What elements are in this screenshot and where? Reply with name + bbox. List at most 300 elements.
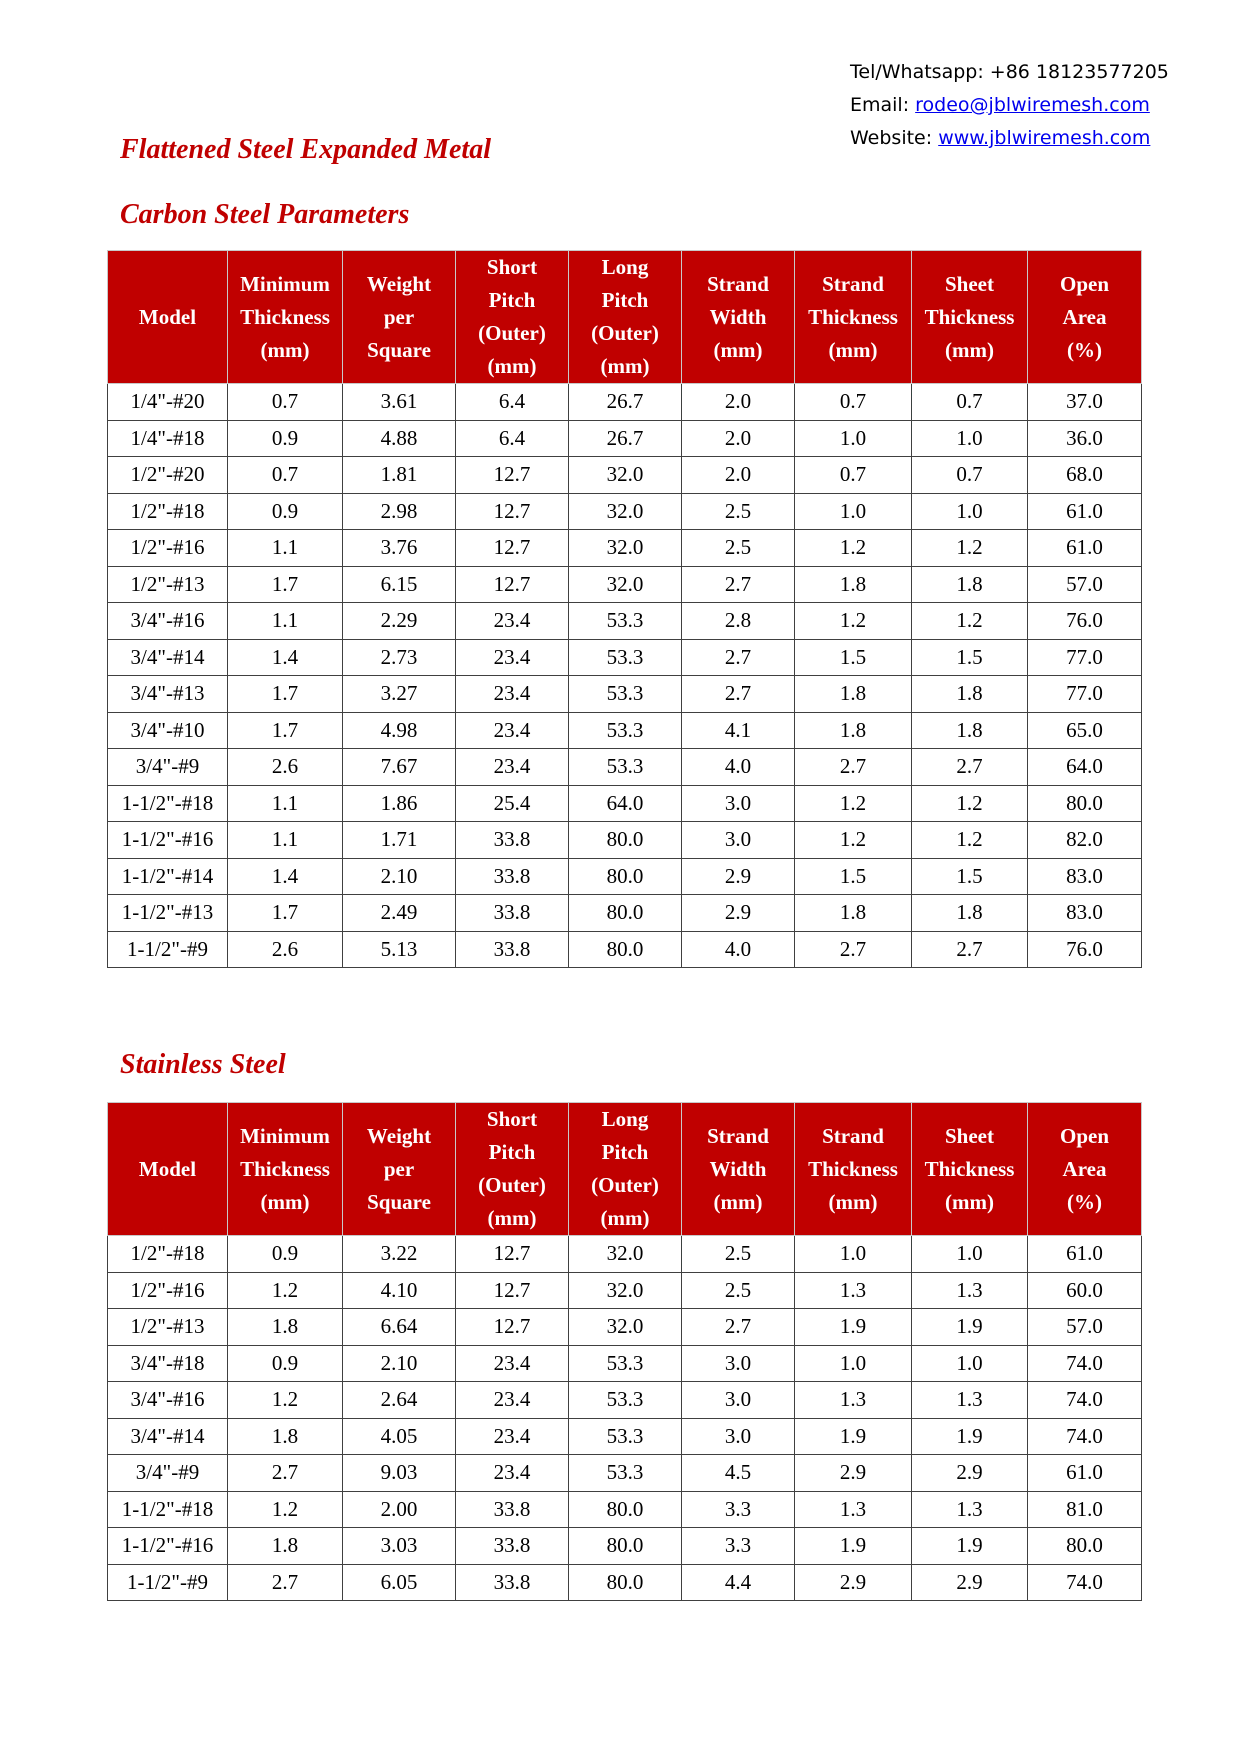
- header-text: (mm): [487, 354, 537, 378]
- cell-sheet-thickness: 1.5: [912, 639, 1028, 676]
- cell-strand-width: 2.9: [682, 858, 795, 895]
- header-short-pitch: [456, 251, 569, 384]
- table-row: [108, 384, 1142, 421]
- cell-short-pitch: 33.8: [456, 858, 569, 895]
- table-row: [108, 822, 1142, 859]
- table-row: [108, 1418, 1142, 1455]
- cell-short-pitch: 23.4: [456, 1382, 569, 1419]
- cell-strand-width: 2.0: [682, 384, 795, 421]
- cell-weight-per-square: 4.88: [343, 420, 456, 457]
- cell-strand-thickness: 2.7: [795, 749, 912, 786]
- cell-minimum-thickness: 1.1: [228, 822, 343, 859]
- cell-open-area: 76.0: [1028, 603, 1142, 640]
- cell-short-pitch: 12.7: [456, 1236, 569, 1273]
- cell-weight-per-square: 2.10: [343, 858, 456, 895]
- cell-sheet-thickness: 1.0: [912, 493, 1028, 530]
- cell-long-pitch: 80.0: [569, 858, 682, 895]
- cell-long-pitch: 26.7: [569, 384, 682, 421]
- cell-long-pitch: 53.3: [569, 676, 682, 713]
- header-text: Thickness: [808, 1156, 898, 1181]
- table-row: [108, 1455, 1142, 1492]
- cell-sheet-thickness: 1.8: [912, 895, 1028, 932]
- email-link[interactable]: rodeo@jblwiremesh.com: [915, 94, 1150, 116]
- cell-open-area: 37.0: [1028, 384, 1142, 421]
- cell-strand-width: 4.1: [682, 712, 795, 749]
- header-text: Minimum: [240, 271, 330, 296]
- header-text: Sheet: [945, 271, 994, 296]
- header-text: (Outer): [591, 321, 659, 345]
- cell-open-area: 61.0: [1028, 1455, 1142, 1492]
- cell-open-area: 83.0: [1028, 895, 1142, 932]
- cell-open-area: 57.0: [1028, 1309, 1142, 1346]
- cell-long-pitch: 53.3: [569, 1455, 682, 1492]
- header-long-pitch: [569, 251, 682, 384]
- header-text: Square: [367, 337, 431, 362]
- cell-weight-per-square: 3.03: [343, 1528, 456, 1565]
- cell-model: 3/4"-#14: [108, 639, 228, 676]
- cell-short-pitch: 23.4: [456, 1455, 569, 1492]
- cell-minimum-thickness: 1.7: [228, 895, 343, 932]
- cell-strand-thickness: 2.9: [795, 1564, 912, 1601]
- cell-minimum-thickness: 1.8: [228, 1309, 343, 1346]
- cell-weight-per-square: 3.22: [343, 1236, 456, 1273]
- cell-minimum-thickness: 0.7: [228, 384, 343, 421]
- header-text: Minimum: [240, 1123, 330, 1148]
- cell-strand-thickness: 1.2: [795, 822, 912, 859]
- header-sheet-thickness: [912, 251, 1028, 384]
- cell-sheet-thickness: 1.8: [912, 566, 1028, 603]
- cell-sheet-thickness: 1.3: [912, 1491, 1028, 1528]
- cell-minimum-thickness: 1.7: [228, 566, 343, 603]
- cell-sheet-thickness: 1.9: [912, 1418, 1028, 1455]
- cell-minimum-thickness: 1.1: [228, 603, 343, 640]
- cell-model: 3/4"-#16: [108, 1382, 228, 1419]
- cell-strand-thickness: 1.3: [795, 1382, 912, 1419]
- cell-sheet-thickness: 2.9: [912, 1455, 1028, 1492]
- cell-weight-per-square: 2.49: [343, 895, 456, 932]
- header-text: Strand: [707, 1123, 769, 1148]
- cell-strand-thickness: 0.7: [795, 457, 912, 494]
- cell-model: 1/2"-#16: [108, 1272, 228, 1309]
- cell-long-pitch: 26.7: [569, 420, 682, 457]
- cell-weight-per-square: 4.10: [343, 1272, 456, 1309]
- header-text: Pitch: [601, 288, 649, 312]
- cell-long-pitch: 32.0: [569, 1236, 682, 1273]
- header-text: Open: [1059, 1123, 1109, 1148]
- cell-short-pitch: 6.4: [456, 384, 569, 421]
- cell-model: 1/2"-#18: [108, 1236, 228, 1273]
- cell-strand-thickness: 2.9: [795, 1455, 912, 1492]
- cell-strand-width: 3.0: [682, 1418, 795, 1455]
- cell-short-pitch: 33.8: [456, 1564, 569, 1601]
- cell-model: 1/2"-#20: [108, 457, 228, 494]
- cell-long-pitch: 53.3: [569, 603, 682, 640]
- cell-sheet-thickness: 1.0: [912, 1345, 1028, 1382]
- header-text: (mm): [945, 1189, 994, 1214]
- cell-strand-width: 4.4: [682, 1564, 795, 1601]
- cell-strand-thickness: 1.5: [795, 858, 912, 895]
- cell-strand-width: 4.0: [682, 931, 795, 968]
- cell-weight-per-square: 2.64: [343, 1382, 456, 1419]
- cell-long-pitch: 53.3: [569, 749, 682, 786]
- header-text: Model: [138, 1156, 197, 1181]
- cell-long-pitch: 80.0: [569, 1564, 682, 1601]
- cell-short-pitch: 23.4: [456, 676, 569, 713]
- cell-strand-width: 3.3: [682, 1528, 795, 1565]
- cell-long-pitch: 53.3: [569, 1382, 682, 1419]
- cell-strand-thickness: 1.0: [795, 420, 912, 457]
- header-text: Width: [709, 304, 767, 329]
- cell-short-pitch: 33.8: [456, 1491, 569, 1528]
- cell-strand-width: 4.0: [682, 749, 795, 786]
- cell-minimum-thickness: 1.2: [228, 1272, 343, 1309]
- header-text: Area: [1062, 304, 1107, 329]
- header-text: (%): [1067, 1189, 1102, 1214]
- table-row: [108, 1272, 1142, 1309]
- header-text: Thickness: [924, 1156, 1015, 1181]
- cell-model: 1/2"-#18: [108, 493, 228, 530]
- cell-minimum-thickness: 2.7: [228, 1455, 343, 1492]
- cell-weight-per-square: 4.05: [343, 1418, 456, 1455]
- cell-model: 1/2"-#13: [108, 1309, 228, 1346]
- table-row: [108, 639, 1142, 676]
- header-text: Sheet: [945, 1123, 994, 1148]
- table-row: [108, 1382, 1142, 1419]
- cell-short-pitch: 23.4: [456, 712, 569, 749]
- cell-weight-per-square: 7.67: [343, 749, 456, 786]
- cell-sheet-thickness: 1.2: [912, 530, 1028, 567]
- cell-weight-per-square: 9.03: [343, 1455, 456, 1492]
- contact-website-line: [850, 122, 1169, 155]
- header-strand-thickness: [795, 1103, 912, 1236]
- stainless-steel-heading: Stainless Steel: [120, 1049, 286, 1080]
- cell-open-area: 74.0: [1028, 1345, 1142, 1382]
- cell-model: 1-1/2"-#14: [108, 858, 228, 895]
- cell-open-area: 57.0: [1028, 566, 1142, 603]
- cell-strand-width: 2.5: [682, 1236, 795, 1273]
- header-text: (Outer): [478, 321, 546, 345]
- cell-sheet-thickness: 1.3: [912, 1272, 1028, 1309]
- cell-strand-width: 2.5: [682, 1272, 795, 1309]
- cell-long-pitch: 32.0: [569, 1309, 682, 1346]
- header-strand-thickness: [795, 251, 912, 384]
- cell-model: 3/4"-#10: [108, 712, 228, 749]
- header-text: Strand: [822, 1123, 884, 1148]
- cell-weight-per-square: 5.13: [343, 931, 456, 968]
- cell-strand-thickness: 1.0: [795, 1345, 912, 1382]
- table-row: [108, 493, 1142, 530]
- cell-weight-per-square: 2.73: [343, 639, 456, 676]
- cell-weight-per-square: 1.81: [343, 457, 456, 494]
- header-text: per: [383, 304, 415, 329]
- cell-open-area: 77.0: [1028, 676, 1142, 713]
- cell-long-pitch: 32.0: [569, 530, 682, 567]
- cell-model: 3/4"-#9: [108, 1455, 228, 1492]
- cell-model: 1-1/2"-#13: [108, 895, 228, 932]
- cell-model: 1-1/2"-#18: [108, 785, 228, 822]
- cell-short-pitch: 12.7: [456, 1272, 569, 1309]
- table-row: [108, 1345, 1142, 1382]
- cell-model: 1-1/2"-#18: [108, 1491, 228, 1528]
- cell-short-pitch: 23.4: [456, 603, 569, 640]
- header-text: Strand: [822, 271, 884, 296]
- cell-weight-per-square: 4.98: [343, 712, 456, 749]
- cell-strand-width: 2.5: [682, 493, 795, 530]
- cell-short-pitch: 33.8: [456, 1528, 569, 1565]
- cell-open-area: 80.0: [1028, 785, 1142, 822]
- header-text: Weight: [366, 271, 432, 296]
- header-weight-per-square: [343, 251, 456, 384]
- table-row: [108, 457, 1142, 494]
- cell-model: 1/2"-#16: [108, 530, 228, 567]
- cell-minimum-thickness: 0.9: [228, 420, 343, 457]
- cell-strand-width: 2.7: [682, 639, 795, 676]
- header-minimum-thickness: [228, 1103, 343, 1236]
- header-text: (mm): [713, 1189, 763, 1214]
- table-header: [108, 251, 1142, 384]
- cell-strand-width: 3.0: [682, 822, 795, 859]
- header-text: Open: [1059, 271, 1109, 296]
- cell-strand-width: 2.0: [682, 457, 795, 494]
- cell-minimum-thickness: 1.8: [228, 1528, 343, 1565]
- header-strand-width: [682, 251, 795, 384]
- cell-sheet-thickness: 1.9: [912, 1528, 1028, 1565]
- cell-sheet-thickness: 1.0: [912, 420, 1028, 457]
- cell-sheet-thickness: 2.7: [912, 749, 1028, 786]
- header-text: Model: [138, 304, 197, 329]
- website-label: Website:: [850, 127, 939, 149]
- header-text: Strand: [707, 271, 769, 296]
- cell-long-pitch: 32.0: [569, 1272, 682, 1309]
- cell-model: 1-1/2"-#16: [108, 822, 228, 859]
- cell-minimum-thickness: 1.4: [228, 639, 343, 676]
- cell-long-pitch: 80.0: [569, 931, 682, 968]
- cell-weight-per-square: 1.86: [343, 785, 456, 822]
- cell-strand-thickness: 2.7: [795, 931, 912, 968]
- cell-short-pitch: 23.4: [456, 1418, 569, 1455]
- table-row: [108, 603, 1142, 640]
- cell-sheet-thickness: 1.0: [912, 1236, 1028, 1273]
- cell-model: 1/2"-#13: [108, 566, 228, 603]
- cell-strand-width: 2.7: [682, 1309, 795, 1346]
- cell-sheet-thickness: 1.3: [912, 1382, 1028, 1419]
- table-row: [108, 530, 1142, 567]
- cell-weight-per-square: 6.64: [343, 1309, 456, 1346]
- header-model: [108, 251, 228, 384]
- cell-strand-thickness: 1.5: [795, 639, 912, 676]
- header-short-pitch: [456, 1103, 569, 1236]
- website-link[interactable]: www.jblwiremesh.com: [938, 127, 1151, 149]
- table-row: [108, 1491, 1142, 1528]
- header-text: Pitch: [488, 1140, 536, 1164]
- header-text: Pitch: [488, 288, 536, 312]
- table-row: [108, 1528, 1142, 1565]
- cell-strand-thickness: 1.2: [795, 603, 912, 640]
- cell-long-pitch: 80.0: [569, 822, 682, 859]
- cell-strand-thickness: 1.9: [795, 1418, 912, 1455]
- header-text: Square: [367, 1189, 431, 1214]
- table-row: [108, 1309, 1142, 1346]
- cell-weight-per-square: 6.05: [343, 1564, 456, 1601]
- cell-short-pitch: 33.8: [456, 931, 569, 968]
- header-text: (mm): [600, 1206, 650, 1230]
- cell-weight-per-square: 2.98: [343, 493, 456, 530]
- header-text: Pitch: [601, 1140, 649, 1164]
- cell-strand-width: 3.0: [682, 785, 795, 822]
- header-text: (%): [1067, 337, 1102, 362]
- table-row: [108, 785, 1142, 822]
- email-label: Email:: [850, 94, 916, 116]
- cell-long-pitch: 80.0: [569, 895, 682, 932]
- cell-minimum-thickness: 1.4: [228, 858, 343, 895]
- cell-open-area: 82.0: [1028, 822, 1142, 859]
- table-row: [108, 676, 1142, 713]
- cell-short-pitch: 12.7: [456, 530, 569, 567]
- cell-short-pitch: 25.4: [456, 785, 569, 822]
- cell-strand-thickness: 1.8: [795, 895, 912, 932]
- cell-strand-thickness: 1.3: [795, 1272, 912, 1309]
- cell-strand-thickness: 1.0: [795, 1236, 912, 1273]
- cell-minimum-thickness: 1.2: [228, 1382, 343, 1419]
- cell-model: 3/4"-#16: [108, 603, 228, 640]
- cell-strand-width: 2.7: [682, 676, 795, 713]
- cell-strand-width: 3.0: [682, 1382, 795, 1419]
- header-sheet-thickness: [912, 1103, 1028, 1236]
- cell-long-pitch: 53.3: [569, 1418, 682, 1455]
- cell-short-pitch: 12.7: [456, 493, 569, 530]
- cell-minimum-thickness: 1.1: [228, 530, 343, 567]
- cell-minimum-thickness: 2.6: [228, 749, 343, 786]
- cell-open-area: 64.0: [1028, 749, 1142, 786]
- cell-weight-per-square: 6.15: [343, 566, 456, 603]
- cell-weight-per-square: 2.10: [343, 1345, 456, 1382]
- cell-sheet-thickness: 1.2: [912, 603, 1028, 640]
- stainless-steel-table: [107, 1102, 1142, 1601]
- cell-open-area: 74.0: [1028, 1564, 1142, 1601]
- cell-long-pitch: 64.0: [569, 785, 682, 822]
- header-text: Short: [486, 255, 538, 279]
- table-row: [108, 931, 1142, 968]
- header-open-area: [1028, 251, 1142, 384]
- header-text: Thickness: [808, 304, 898, 329]
- cell-open-area: 81.0: [1028, 1491, 1142, 1528]
- cell-short-pitch: 23.4: [456, 639, 569, 676]
- cell-minimum-thickness: 2.7: [228, 1564, 343, 1601]
- header-model: [108, 1103, 228, 1236]
- cell-weight-per-square: 1.71: [343, 822, 456, 859]
- table-row: [108, 1564, 1142, 1601]
- cell-open-area: 68.0: [1028, 457, 1142, 494]
- header-long-pitch: [569, 1103, 682, 1236]
- cell-strand-width: 2.9: [682, 895, 795, 932]
- cell-strand-width: 4.5: [682, 1455, 795, 1492]
- cell-strand-width: 3.0: [682, 1345, 795, 1382]
- cell-minimum-thickness: 1.7: [228, 712, 343, 749]
- carbon-steel-table: [107, 250, 1142, 968]
- cell-long-pitch: 80.0: [569, 1528, 682, 1565]
- cell-model: 3/4"-#18: [108, 1345, 228, 1382]
- cell-sheet-thickness: 0.7: [912, 384, 1028, 421]
- cell-open-area: 36.0: [1028, 420, 1142, 457]
- header-text: Thickness: [924, 304, 1015, 329]
- header-text: Weight: [366, 1123, 432, 1148]
- cell-strand-thickness: 1.2: [795, 785, 912, 822]
- cell-minimum-thickness: 0.9: [228, 493, 343, 530]
- cell-sheet-thickness: 2.9: [912, 1564, 1028, 1601]
- page-title: Flattened Steel Expanded Metal: [120, 134, 491, 165]
- cell-sheet-thickness: 1.8: [912, 712, 1028, 749]
- cell-weight-per-square: 3.76: [343, 530, 456, 567]
- cell-sheet-thickness: 1.2: [912, 785, 1028, 822]
- cell-sheet-thickness: 1.9: [912, 1309, 1028, 1346]
- header-text: Width: [709, 1156, 767, 1181]
- header-text: (mm): [713, 337, 763, 362]
- cell-open-area: 74.0: [1028, 1382, 1142, 1419]
- cell-short-pitch: 23.4: [456, 749, 569, 786]
- contact-email-line: [850, 89, 1169, 122]
- header-open-area: [1028, 1103, 1142, 1236]
- header-text: Thickness: [240, 304, 330, 329]
- cell-long-pitch: 80.0: [569, 1491, 682, 1528]
- header-text: (mm): [487, 1206, 537, 1230]
- contact-block: [850, 56, 1169, 155]
- header-weight-per-square: [343, 1103, 456, 1236]
- cell-strand-thickness: 1.9: [795, 1528, 912, 1565]
- cell-sheet-thickness: 0.7: [912, 457, 1028, 494]
- cell-minimum-thickness: 0.9: [228, 1345, 343, 1382]
- cell-short-pitch: 33.8: [456, 822, 569, 859]
- cell-open-area: 76.0: [1028, 931, 1142, 968]
- header-text: (mm): [945, 337, 994, 362]
- cell-minimum-thickness: 0.7: [228, 457, 343, 494]
- header-text: (Outer): [478, 1173, 546, 1197]
- header-text: Long: [601, 1107, 649, 1131]
- cell-long-pitch: 53.3: [569, 712, 682, 749]
- cell-short-pitch: 23.4: [456, 1345, 569, 1382]
- cell-model: 1/4"-#18: [108, 420, 228, 457]
- cell-long-pitch: 32.0: [569, 566, 682, 603]
- table-row: [108, 1236, 1142, 1273]
- cell-strand-thickness: 1.9: [795, 1309, 912, 1346]
- cell-strand-width: 2.8: [682, 603, 795, 640]
- cell-long-pitch: 53.3: [569, 1345, 682, 1382]
- cell-weight-per-square: 2.00: [343, 1491, 456, 1528]
- cell-model: 3/4"-#13: [108, 676, 228, 713]
- table-header: [108, 1103, 1142, 1236]
- header-text: (mm): [260, 1189, 310, 1214]
- cell-model: 1-1/2"-#9: [108, 1564, 228, 1601]
- header-strand-width: [682, 1103, 795, 1236]
- header-text: per: [383, 1156, 415, 1181]
- cell-sheet-thickness: 1.2: [912, 822, 1028, 859]
- header-text: Short: [486, 1107, 538, 1131]
- cell-strand-width: 2.7: [682, 566, 795, 603]
- header-text: (mm): [260, 337, 310, 362]
- cell-open-area: 61.0: [1028, 493, 1142, 530]
- table-row: [108, 858, 1142, 895]
- cell-minimum-thickness: 0.9: [228, 1236, 343, 1273]
- cell-minimum-thickness: 1.1: [228, 785, 343, 822]
- cell-short-pitch: 12.7: [456, 566, 569, 603]
- cell-short-pitch: 12.7: [456, 457, 569, 494]
- cell-open-area: 61.0: [1028, 530, 1142, 567]
- cell-open-area: 74.0: [1028, 1418, 1142, 1455]
- cell-short-pitch: 6.4: [456, 420, 569, 457]
- cell-long-pitch: 32.0: [569, 493, 682, 530]
- header-text: (mm): [828, 1189, 878, 1214]
- cell-short-pitch: 12.7: [456, 1309, 569, 1346]
- table-row: [108, 749, 1142, 786]
